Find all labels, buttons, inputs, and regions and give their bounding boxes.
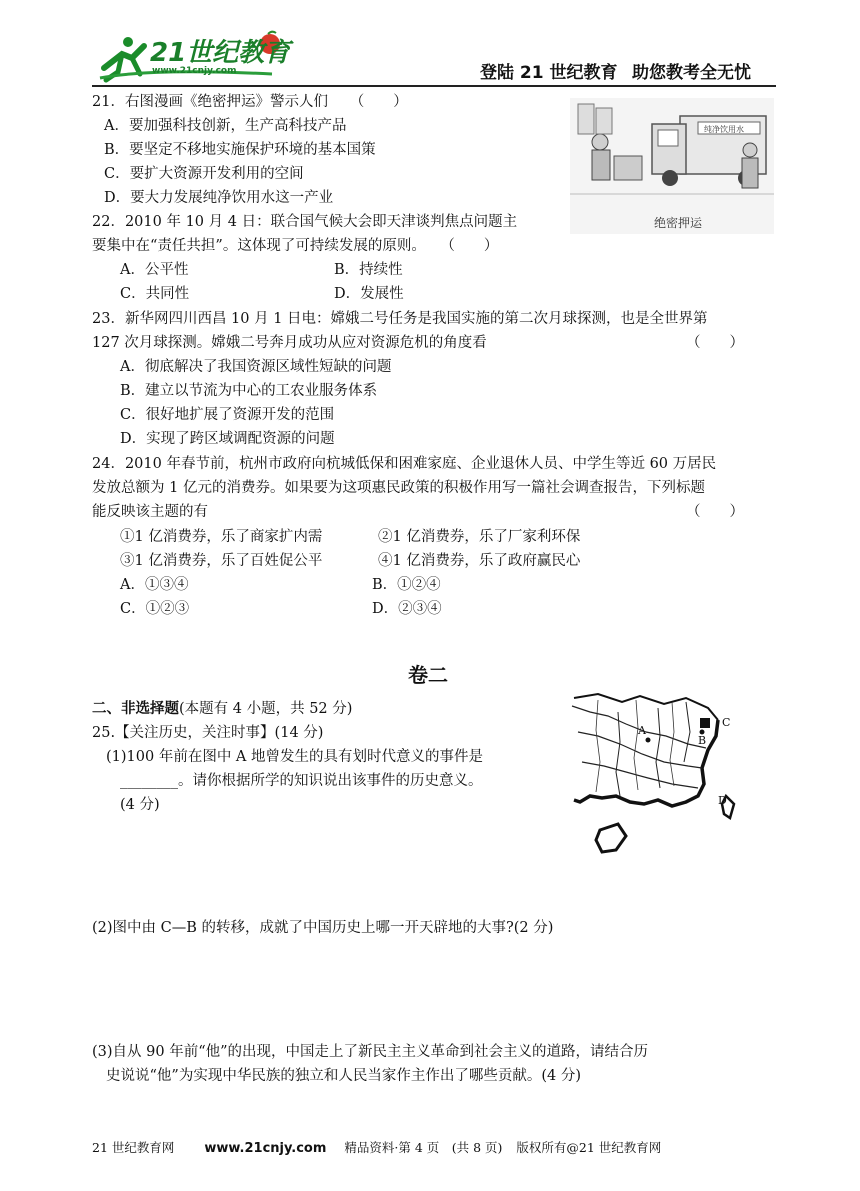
q21-option-c: C．要扩大资源开发利用的空间: [104, 166, 304, 182]
q24-stem-line1: 24．2010 年春节前，杭州市政府向杭城低保和困难家庭、企业退休人员、中学生等近 60 万居民: [92, 456, 717, 472]
q21-stem: 21．右图漫画《绝密押运》警示人们 （ ）: [92, 94, 408, 110]
china-map: [568, 692, 748, 868]
q21-option-a: A．要加强科技创新，生产高科技产品: [104, 118, 347, 134]
q23-stem-line2: 127 次月球探测。嫦娥二号奔月成功从应对资源危机的角度看: [92, 335, 487, 351]
q22-stem-line1: 22．2010 年 10 月 4 日：联合国气候大会即天津谈判焦点问题主: [92, 214, 518, 230]
q25-part1-line1: (1)100 年前在图中 A 地曾发生的具有划时代意义的事件是: [106, 749, 484, 765]
footer: [92, 1138, 661, 1156]
q25-part3-line1: (3)自从 90 年前“他”的出现，中国走上了新民主主义革命到社会主义的道路，请结合历: [92, 1044, 649, 1060]
q22-option-a: A．公平性: [120, 262, 189, 278]
q24-item-2: ②1 亿消费券，乐了厂家利环保: [378, 529, 581, 545]
q23-stem-line1: 23．新华网四川西昌 10 月 1 日电：嫦娥二号任务是我国实施的第二次月球探测，也是全世界第: [92, 311, 708, 327]
q24-item-4: ④1 亿消费券，乐了政府赢民心: [378, 553, 581, 569]
header-divider: [92, 85, 776, 87]
q25-part1-line2: ________。请你根据所学的知识说出该事件的历史意义。: [120, 773, 483, 789]
footer-page-info: 精品资料·第 4 页 (共 8 页): [344, 1140, 503, 1155]
footer-copyright: 版权所有@21 世纪教育网: [516, 1140, 662, 1155]
q25-title: 25.【关注历史，关注时事】(14 分): [92, 725, 324, 741]
q23-answer-paren: （ ）: [686, 335, 744, 351]
southeast-china-map-icon: [568, 692, 748, 868]
q24-answer-paren: （ ）: [686, 504, 744, 520]
q23-option-c: C．很好地扩展了资源开发的范围: [120, 407, 335, 423]
q24-option-a: A．①③④: [120, 577, 189, 593]
header-site-name: 登陆 21 世纪教育: [480, 63, 618, 83]
section-title: 卷二: [408, 663, 448, 687]
q22-option-c: C．共同性: [120, 286, 190, 302]
q21-option-b: B．要坚定不移地实施保护环境的基本国策: [104, 142, 376, 158]
map-label-d: D: [718, 794, 727, 807]
site-logo[interactable]: [92, 28, 292, 86]
q24-option-b: B．①②④: [372, 577, 441, 593]
q24-stem-line2: 发放总额为 1 亿元的消费券。如果要为这项惠民政策的积极作用写一篇社会调查报告，下列标题: [92, 480, 705, 496]
q23-option-a: A．彻底解决了我国资源区域性短缺的问题: [120, 359, 392, 375]
footer-url-link[interactable]: www.21cnjy.com: [204, 1141, 327, 1156]
q21-option-d: D．要大力发展纯净饮用水这一产业: [104, 190, 334, 206]
truck-label: 纯净饮用水: [704, 125, 744, 134]
q23-option-b: B．建立以节流为中心的工农业服务体系: [120, 383, 378, 399]
logo-url: www.21cnjy.com: [152, 66, 237, 76]
q25-part2: (2)图中由 C—B 的转移，成就了中国历史上哪一开天辟地的大事?(2 分): [92, 920, 554, 936]
q24-stem-line3: 能反映该主题的有: [92, 504, 208, 520]
q24-option-c: C．①②③: [120, 601, 190, 617]
q22-option-d: D．发展性: [334, 286, 404, 302]
q22-option-b: B．持续性: [334, 262, 403, 278]
q24-item-3: ③1 亿消费券，乐了百姓促公平: [120, 553, 323, 569]
q25-part1-line3: (4 分): [120, 797, 160, 813]
q25-part3-line2: 史说说“他”为实现中华民族的独立和人民当家作主作出了哪些贡献。(4 分): [106, 1068, 581, 1084]
header-slogan: 助您教考全无忧: [632, 63, 751, 83]
cartoon-caption: 绝密押运: [654, 216, 703, 230]
q23-option-d: D．实现了跨区域调配资源的问题: [120, 431, 335, 447]
section-heading: [92, 697, 352, 721]
logo-text: 21世纪教育: [150, 38, 291, 68]
q22-stem-line2: 要集中在“责任共担”。这体现了可持续发展的原则。 （ ）: [92, 238, 499, 254]
q24-item-1: ①1 亿消费券，乐了商家扩内需: [120, 529, 323, 545]
map-label-a: A: [638, 724, 646, 737]
map-label-b: B: [698, 734, 707, 747]
q24-option-d: D．②③④: [372, 601, 442, 617]
footer-left: 21 世纪教育网: [92, 1140, 175, 1155]
map-label-c: C: [722, 716, 731, 729]
section-heading-rest: (本题有 4 小题，共 52 分): [179, 701, 353, 717]
cartoon-illustration: [570, 98, 774, 234]
section-heading-bold: 二、非选择题: [92, 701, 179, 717]
